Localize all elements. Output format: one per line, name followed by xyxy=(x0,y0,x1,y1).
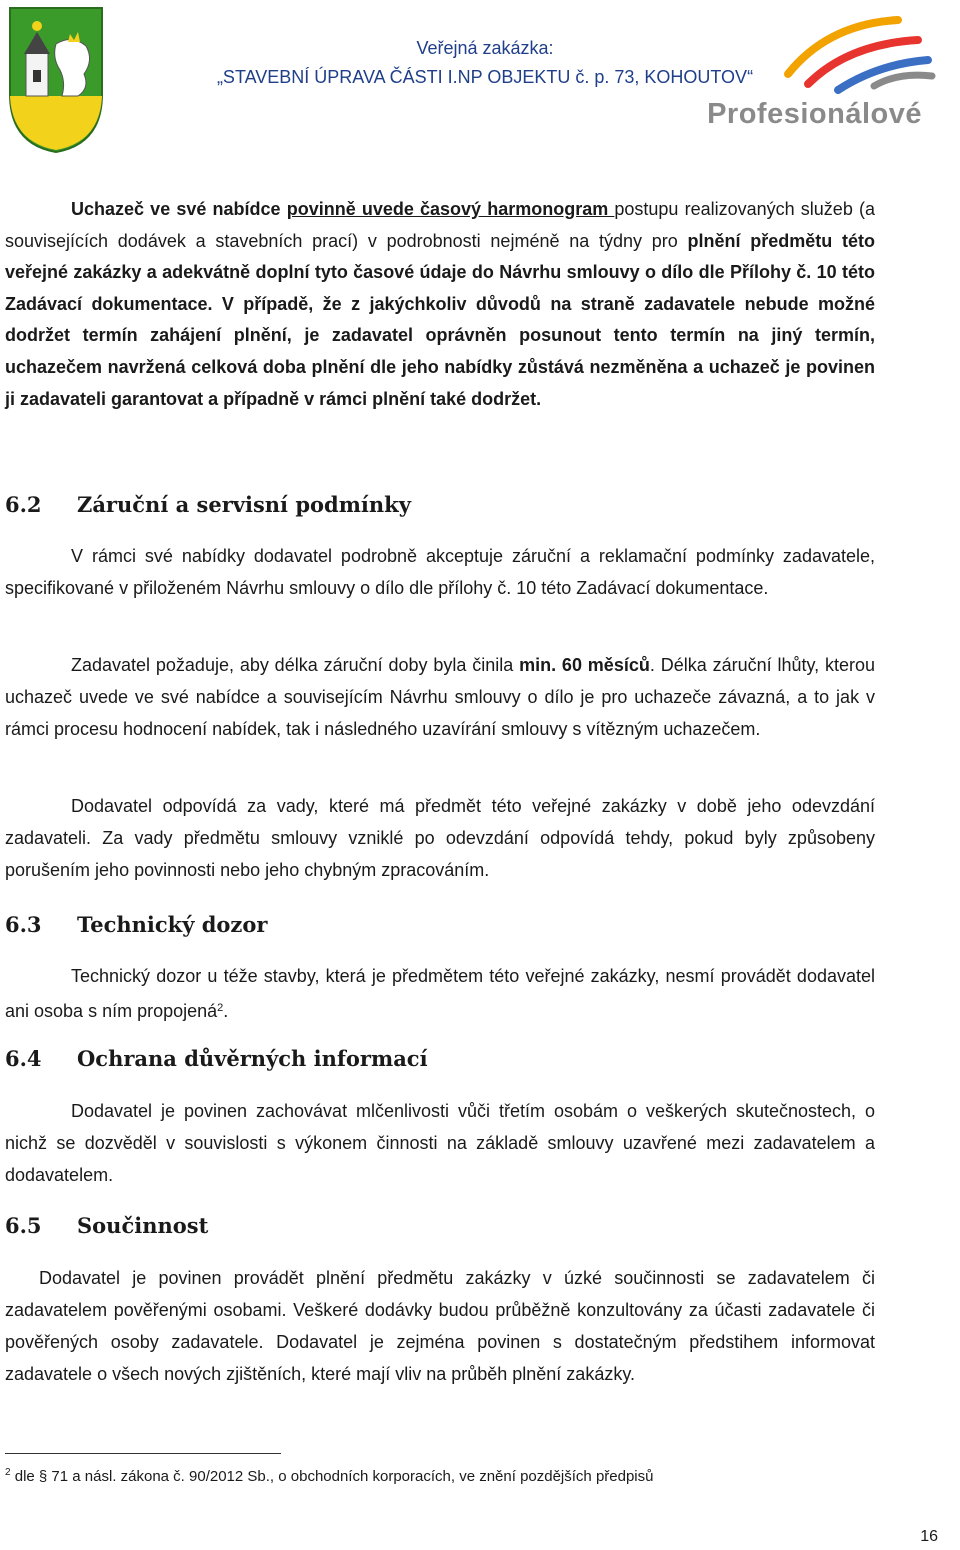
header-line-2: „STAVEBNÍ ÚPRAVA ČÁSTI I.NP OBJEKTU č. p. 73, KOHOUTOV“ xyxy=(216,67,754,87)
section-number: 6.2 xyxy=(5,492,42,517)
section-heading-6-5 xyxy=(5,1213,208,1238)
section-title: Ochrana důvěrných informací xyxy=(77,1046,428,1071)
section-number: 6.4 xyxy=(5,1046,42,1071)
paragraph-text: . Délka záruční lhůty, kterou uchazeč uvede ve své nabídce a souvisejícím Návrhu smlouvy o dílo je pro uchazeče závazná, a to jak v rámci procesu hodnocení nabídek, tak i následného uzavírání smlouvy s vítězným uchazečem. xyxy=(5,655,876,739)
footnote-reference[interactable]: 2 xyxy=(217,1002,224,1014)
intro-text-1: Uchazeč ve své nabídce xyxy=(71,199,287,219)
profesionalove-logo xyxy=(702,14,952,134)
intro-text-3: plnění předmětu této veřejné zakázky a adekvátně doplní tyto časové údaje do Návrhu smlouvy o dílo dle Přílohy č. 10 této Zadávací dokumentace. xyxy=(5,230,875,314)
section-heading-6-2 xyxy=(5,492,411,517)
paragraph-text: Technický dozor u téže stavby, která je předmětem této veřejné zakázky, nesmí provádět dodavatel ani osoba s ním propojená xyxy=(5,966,875,1021)
coat-of-arms-icon xyxy=(6,4,106,154)
paragraph-6-5-1 xyxy=(5,1262,875,1390)
section-heading-6-4 xyxy=(5,1046,428,1071)
intro-text-4: V případě, že z jakýchkoliv důvodů na straně zadavatele nebude možné dodržet termín zahájení plnění, je zadavatel oprávněn posunout tento termín na jiný termín, uchazečem navržená celková doba plnění dle jeho nabídky zůstává nezměněna a uchazeč je povinen ji zadavateli garantovat a případně v rámci plnění také dodržet. xyxy=(5,293,875,409)
logo-text: Profesionálové xyxy=(707,98,922,130)
intro-text-2: postupu realizovaných služeb (a souvisejících dodávek a stavebních prací) v podrobnosti nejméně na týdny pro xyxy=(5,199,875,251)
paragraph-6-2-1 xyxy=(5,540,875,604)
paragraph-text: Zadavatel požaduje, aby délka záruční doby byla činila xyxy=(71,655,520,675)
paragraph-text: Dodavatel odpovídá za vady, které má předmět této veřejné zakázky v době jeho odevzdání zadavateli. Za vady předmětu smlouvy vzniklé po odevzdání odpovídá tehdy, pokud byly způsobeny porušením jeho povinnosti nebo jeho chybným zpracováním. xyxy=(5,796,875,880)
paragraph-text: Dodavatel je povinen zachovávat mlčenlivosti vůči třetím osobám o veškerých skutečnostech, o nichž se dozvěděl v souvislosti s výkonem činnosti na základě smlouvy uzavřené mezi zadavatelem a dodavatelem. xyxy=(5,1101,875,1185)
paragraph-6-2-2 xyxy=(5,649,875,745)
warranty-period: min. 60 měsíců xyxy=(519,655,650,675)
intro-underlined: povinně uvede časový harmonogram xyxy=(286,199,615,219)
footnote-mark: 2 xyxy=(5,1467,11,1478)
section-title: Technický dozor xyxy=(77,912,268,937)
header-line-1: Veřejná zakázka: xyxy=(416,38,554,58)
paragraph-text: . xyxy=(223,1001,229,1021)
page-number: 16 xyxy=(920,1528,938,1545)
section-number: 6.5 xyxy=(5,1213,42,1238)
section-title: Součinnost xyxy=(77,1213,209,1238)
paragraph-6-3-1 xyxy=(5,960,875,1027)
intro-paragraph xyxy=(5,194,875,415)
footnote xyxy=(5,1462,653,1488)
profesionalove-logo-icon xyxy=(778,14,938,94)
paragraph-text: V rámci své nabídky dodavatel podrobně akceptuje záruční a reklamační podmínky zadavatele, specifikované v přiloženém Návrhu smlouvy o dílo dle přílohy č. 10 této Zadávací dokumentace. xyxy=(5,546,875,598)
paragraph-text: Dodavatel je povinen provádět plnění předmětu zakázky v úzké součinnosti se zadavatelem či zadavatelem pověřenými osobami. Veškeré dodávky budou průběžně konzultovány za účasti zadavatele či pověřených osoby zadavatele. Dodavatel je zejména povinen s dostatečným předstihem informovat zadavatele o všech nových zjištěních, které mají vliv na průběh plnění zakázky. xyxy=(5,1268,875,1384)
section-number: 6.3 xyxy=(5,912,42,937)
paragraph-6-2-3 xyxy=(5,790,875,886)
footnote-divider xyxy=(5,1453,281,1454)
footnote-text: dle § 71 a násl. zákona č. 90/2012 Sb., o obchodních korporacích, ve znění pozdějších předpisů xyxy=(10,1468,654,1485)
section-heading-6-3 xyxy=(5,912,267,937)
section-title: Záruční a servisní podmínky xyxy=(77,492,411,517)
paragraph-6-4-1 xyxy=(5,1095,875,1191)
